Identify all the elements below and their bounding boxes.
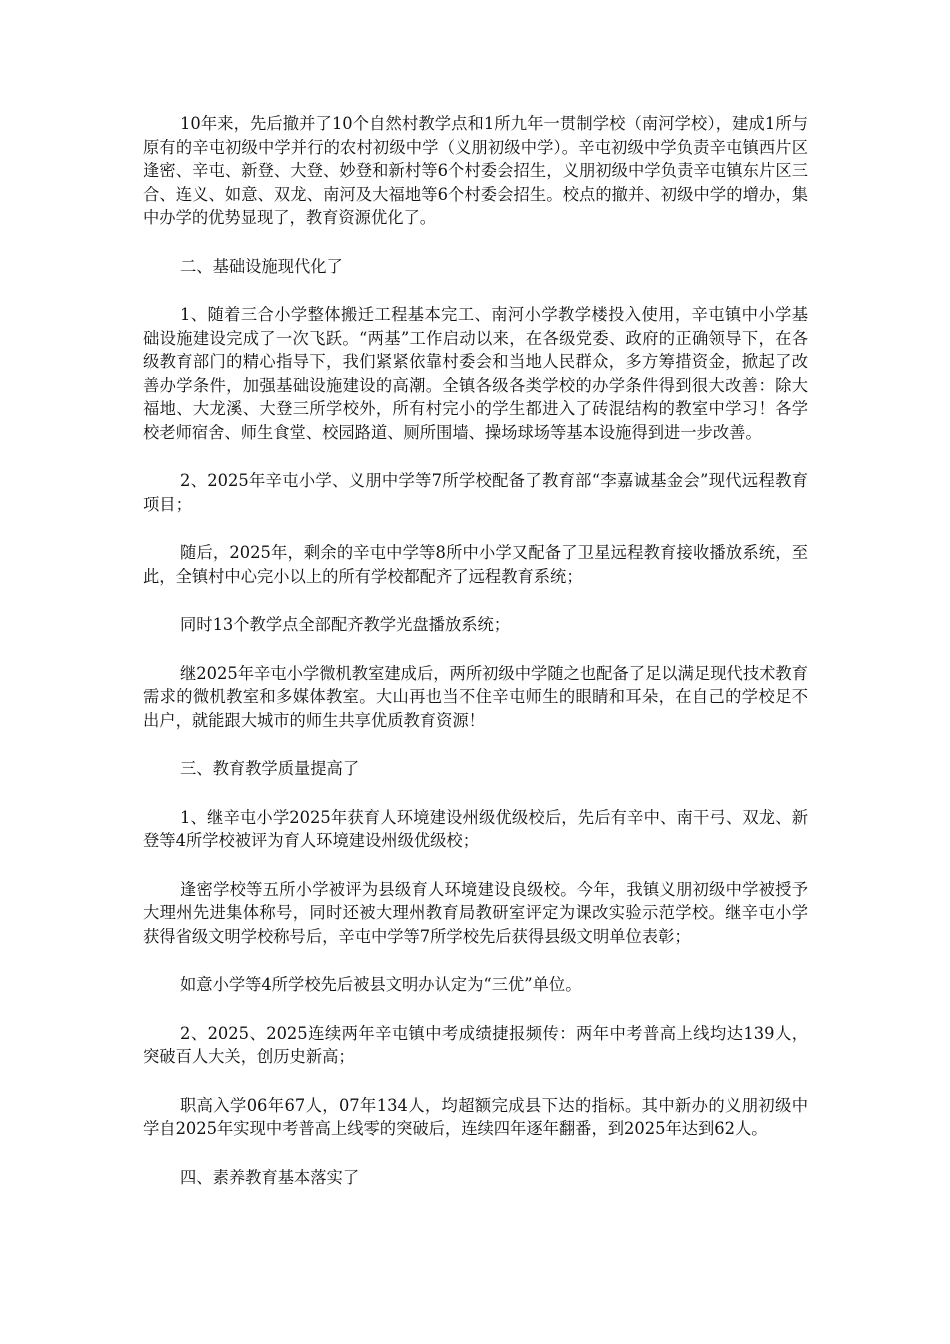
paragraph-infrastructure-2: 2、2025年辛屯小学、义朋中学等7所学校配备了教育部“李嘉诚基金会”现代远程教育项目； — [143, 471, 808, 514]
paragraph-county-schools: 逢密学校等五所小学被评为县级育人环境建设良级校。今年，我镇义朋初级中学被授予大理州先进集体称号，同时还被大理州教育局教研室评定为课改实验示范学校。继辛屯小学获得省级文明学校称号后，辛屯中学等7所学校先后获得县级文明单位表彰； — [143, 879, 808, 946]
paragraph-intro: 10年来，先后撤并了10个自然村教学点和1所九年一贯制学校（南河学校），建成1所与原有的辛屯初级中学并行的农村初级中学（义朋初级中学）。辛屯初级中学负责辛屯镇西片区逢密、辛屯、新登、大登、妙登和新村等6个村委会招生，义朋初级中学负责辛屯镇东片区三合、连义、如意、双龙、南河及大福地等6个村委会招生。校点的撤并、初级中学的增办，集中办学的优势显现了，教育资源优化了。 — [143, 114, 808, 227]
section-heading-3: 三、教育教学质量提高了 — [180, 759, 360, 778]
paragraph-vocational: 职高入学06年67人，07年134人，均超额完成县下达的指标。其中新办的义朋初级中学自2025年实现中考普高上线零的突破后，连续四年逐年翻番，到2025年达到62人。 — [143, 1095, 808, 1138]
section-heading-4: 四、素养教育基本落实了 — [180, 1167, 360, 1187]
paragraph-computer-room: 继2025年辛屯小学微机教室建成后，两所初级中学随之也配备了足以满足现代技术教育需求的微机教室和多媒体教室。大山再也当不住辛屯师生的眼睛和耳朵，在自己的学校足不出户，就能跟大城市的师生共享优质教育资源！ — [143, 663, 808, 730]
paragraph-three-excellent: 如意小学等4所学校先后被县文明办认定为“三优”单位。 — [180, 975, 582, 994]
paragraph-infrastructure-1: 1、随着三合小学整体搬迁工程基本完工、南河小学教学楼投入使用，辛屯镇中小学基础设施建设完成了一次飞跃。“两基”工作启动以来，在各级党委、政府的正确领导下，在各级教育部门的精心指导下，我们紧紧依靠村委会和当地人民群众，多方筹措资金，掀起了改善办学条件，加强基础设施建设的高潮。全镇各级各类学校的办学条件得到很大改善：除大福地、大龙溪、大登三所学校外，所有村完小的学生都进入了砖混结构的教室中学习！各学校老师宿舍、师生食堂、校园路道、厕所围墙、操场球场等基本设施得到进一步改善。 — [143, 305, 808, 442]
paragraph-disc-system: 同时13个教学点全部配齐教学光盘播放系统； — [180, 615, 511, 634]
paragraph-exam-results: 2、2025、2025连续两年辛屯镇中考成绩捷报频传：两年中考普高上线均达139人，突破百人大关，创历史新高； — [143, 1023, 808, 1066]
section-heading-2: 二、基础设施现代化了 — [180, 256, 343, 276]
document-page — [143, 112, 808, 1214]
paragraph-satellite-system: 随后，2025年，剩余的辛屯中学等8所中小学又配备了卫星远程教育接收播放系统，至此，全镇村中心完小以上的所有学校都配齐了远程教育系统； — [143, 543, 808, 586]
paragraph-quality-1: 1、继辛屯小学2025年获育人环境建设州级优级校后，先后有辛中、南干弓、双龙、新登等4所学校被评为育人环境建设州级优级校； — [143, 807, 808, 850]
